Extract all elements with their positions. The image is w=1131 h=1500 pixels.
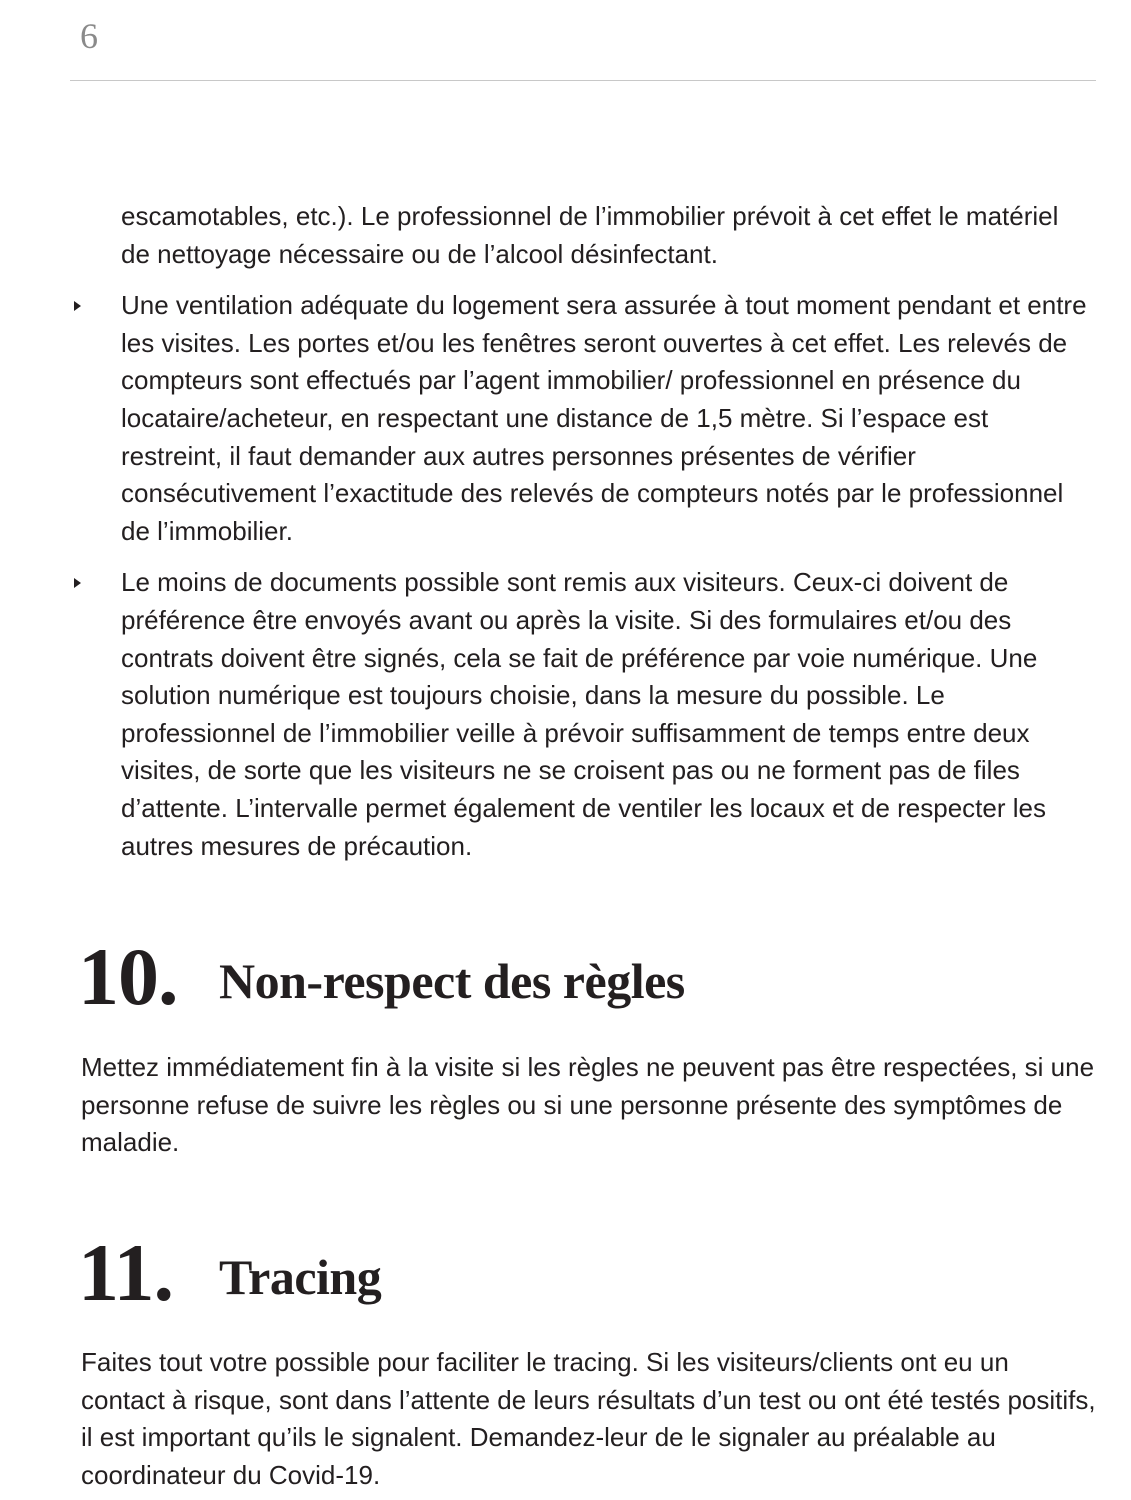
list-item-text: Une ventilation adéquate du logement sera assurée à tout moment pendant et entre les visites. Les portes et/ou les fenêtres seront ouvertes à cet effet. Les relevés de compteurs sont effectués par l’agent immobilier/ professionnel en présence du locataire/acheteur, en respectant une distance de 1,5 mètre. Si l’espace est restreint, il faut demander aux autres personnes présentes de vérifier consécutivement l’exactitude des relevés de compteurs notés par le professionnel de l’immobilier. bbox=[121, 290, 1087, 546]
section-heading bbox=[0, 1227, 1131, 1318]
section-title: Tracing bbox=[219, 1249, 382, 1305]
list-item-text: Le moins de documents possible sont remis aux visiteurs. Ceux-ci doivent de préférence être envoyés avant ou après la visite. Si des formulaires et/ou des contrats doivent être signés, cela se fait de préférence par voie numérique. Une solution numérique est toujours choisie, dans la mesure du possible. Le professionnel de l’immobilier veille à prévoir suffisamment de temps entre deux visites, de sorte que les visiteurs ne se croisent pas ou ne forment pas de files d’attente. L’intervalle permet également de ventiler les locaux et de respecter les autres mesures de précaution. bbox=[121, 567, 1046, 861]
section-number: 11. bbox=[78, 1227, 173, 1318]
section-number: 10. bbox=[78, 931, 178, 1022]
section-heading bbox=[0, 931, 1131, 1022]
triangle-bullet-icon bbox=[74, 301, 81, 311]
list-item bbox=[0, 564, 1091, 865]
section-body: Mettez immédiatement fin à la visite si les règles ne peuvent pas être respectées, si une personne refuse de suivre les règles ou si une personne présente des symptômes de maladie. bbox=[81, 1052, 1095, 1158]
bullet-list bbox=[0, 198, 1131, 879]
header-divider bbox=[70, 80, 1096, 81]
triangle-bullet-icon bbox=[74, 578, 81, 588]
section-body: Faites tout votre possible pour faciliter le tracing. Si les visiteurs/clients ont eu un contact à risque, sont dans l’attente de leurs résultats d’un test ou ont été testés positifs, il est important qu’ils le signalent. Demandez-leur de le signaler au préalable au coordinateur du Covid-19. bbox=[81, 1347, 1096, 1490]
page-number: 6 bbox=[80, 16, 98, 56]
section-non-respect bbox=[0, 931, 1131, 1158]
section-tracing bbox=[0, 1227, 1131, 1490]
section-title: Non-respect des règles bbox=[219, 953, 685, 1009]
list-item-text: escamotables, etc.). Le professionnel de l’immobilier prévoit à cet effet le matériel de nettoyage nécessaire ou de l’alcool désinfectant. bbox=[121, 201, 1059, 269]
list-item-continuation bbox=[0, 198, 1091, 273]
list-item bbox=[0, 287, 1091, 550]
